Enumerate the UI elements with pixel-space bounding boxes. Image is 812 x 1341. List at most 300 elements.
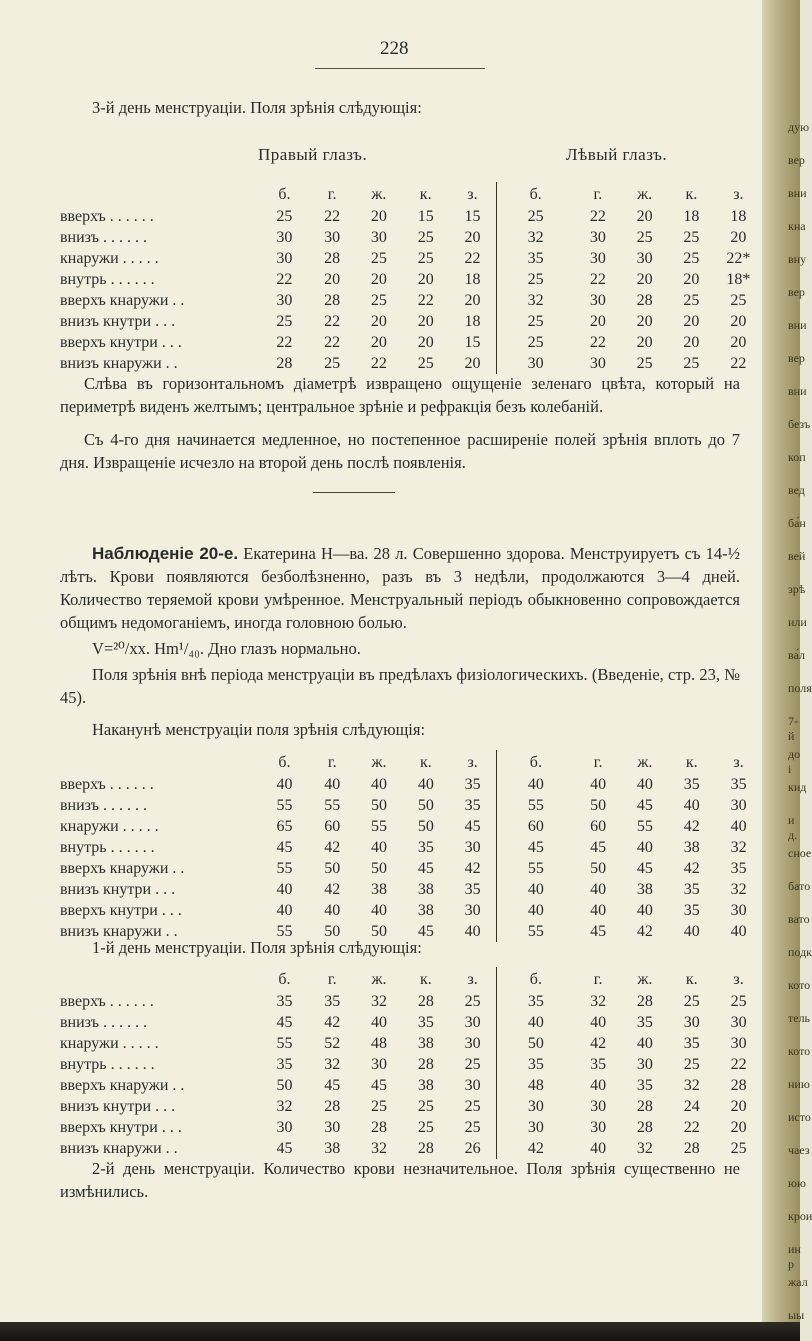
cell-right: 65 (276, 818, 293, 835)
cell-right: 40 (417, 776, 434, 793)
cell-right: 35 (464, 776, 481, 793)
margin-fragment: жал (788, 1275, 808, 1289)
margin-fragment: безъ (788, 417, 811, 431)
cell-left: 25 (683, 292, 700, 309)
margin-fragment: вер (788, 351, 805, 365)
header-blank (60, 967, 260, 991)
cell-right: 30 (464, 902, 481, 919)
col-header-right: ж. (371, 185, 387, 203)
margin-fragment: тель (788, 1011, 811, 1025)
cell-left: 35 (497, 991, 575, 1012)
cell-left: 45 (636, 860, 653, 877)
cell-left: 32 (683, 1077, 700, 1094)
cell-right: 40 (371, 839, 388, 856)
row-label: внизъ кнаружи . . (60, 1140, 178, 1157)
cell-right: 22 (464, 250, 481, 267)
col-header-left: ж. (637, 753, 653, 771)
margin-fragment: или (788, 615, 807, 629)
cell-left: 30 (497, 1117, 575, 1138)
cell-left: 40 (590, 1014, 607, 1031)
cell-left: 40 (590, 1077, 607, 1094)
table-row (60, 1054, 762, 1075)
cell-left: 20 (730, 313, 747, 330)
cell-right: 55 (276, 860, 293, 877)
cell-right: 42 (464, 860, 481, 877)
cell-right: 15 (417, 208, 434, 225)
cell-right: 25 (464, 993, 481, 1010)
row-label: внизъ кнутри . . . (60, 1098, 176, 1115)
cell-left: 40 (590, 1140, 607, 1157)
cell-right: 28 (276, 355, 293, 372)
cell-left: 40 (730, 818, 747, 835)
cell-left: 25 (683, 993, 700, 1010)
cell-right: 25 (417, 355, 434, 372)
cell-right: 20 (324, 271, 341, 288)
cell-left: 30 (636, 250, 653, 267)
table-row (60, 900, 762, 921)
cell-right: 40 (371, 1014, 388, 1031)
cell-left: 30 (589, 229, 606, 246)
cell-right: 50 (417, 818, 434, 835)
table-row (60, 332, 762, 353)
cell-right: 45 (276, 1014, 293, 1031)
cell-right: 22 (324, 208, 341, 225)
cell-right: 55 (324, 797, 341, 814)
table-row (60, 353, 762, 374)
cell-left: 25 (636, 229, 653, 246)
col-header-left: з. (733, 753, 744, 771)
table-row (60, 290, 762, 311)
visual-field-table-day3 (60, 182, 762, 374)
observation-20 (60, 542, 740, 634)
cell-left: 32 (636, 1140, 653, 1157)
margin-fragment: чаез (788, 1143, 810, 1157)
table-row (60, 311, 762, 332)
cell-left: 25 (496, 311, 574, 332)
cell-right: 50 (371, 860, 388, 877)
col-header-right: з. (467, 970, 478, 988)
table-header-row (60, 750, 762, 774)
col-header-right: б. (278, 753, 291, 771)
cell-left: 35 (636, 1014, 653, 1031)
cell-right: 42 (324, 881, 341, 898)
table-row (60, 1138, 762, 1159)
cell-left: 25 (496, 206, 574, 227)
cell-right: 20 (417, 313, 434, 330)
cell-right: 40 (324, 902, 341, 919)
table-row (60, 795, 762, 816)
observation-title: Наблюденіе 20-е. (92, 544, 239, 563)
cell-right: 30 (464, 1035, 481, 1052)
header-blank (60, 750, 260, 774)
adjacent-page-margin (762, 0, 812, 1341)
cell-right: 18 (464, 271, 481, 288)
cell-left: 60 (590, 818, 607, 835)
row-label: внизъ кнаружи . . (60, 923, 178, 940)
cell-left: 25 (683, 229, 700, 246)
cell-right: 32 (276, 1098, 293, 1115)
cell-left: 42 (590, 1035, 607, 1052)
cell-left: 25 (683, 250, 700, 267)
cell-right: 30 (324, 229, 341, 246)
scan-bottom-edge (0, 1322, 800, 1341)
cell-left: 25 (730, 1140, 747, 1157)
cell-right: 28 (371, 1119, 388, 1136)
cell-right: 42 (324, 1014, 341, 1031)
cell-left: 60 (497, 816, 575, 837)
cell-right: 25 (464, 1098, 481, 1115)
cell-left: 25 (730, 993, 747, 1010)
cell-right: 28 (417, 1140, 434, 1157)
margin-fragment: сное (788, 846, 812, 860)
cell-right: 20 (370, 271, 387, 288)
col-header-right: к. (419, 185, 432, 203)
margin-fragment: вни (788, 186, 807, 200)
col-header-left: б. (496, 182, 574, 206)
cell-right: 32 (324, 1056, 341, 1073)
cell-left: 42 (497, 1138, 575, 1159)
cell-left: 20 (589, 313, 606, 330)
cell-left: 42 (636, 923, 653, 940)
row-label: внизъ . . . . . . (60, 1014, 147, 1031)
cell-left: 40 (636, 1035, 653, 1052)
cell-right: 30 (370, 229, 387, 246)
table-row (60, 269, 762, 290)
cell-left: 40 (636, 776, 653, 793)
table-row (60, 1012, 762, 1033)
cell-left: 30 (589, 250, 606, 267)
margin-fragment: юю (788, 1176, 806, 1190)
cell-right: 25 (276, 208, 293, 225)
header-blank (60, 182, 260, 206)
col-header-right: б. (278, 185, 291, 203)
cell-right: 38 (417, 1035, 434, 1052)
cell-left: 18 (683, 208, 700, 225)
table-header-row (60, 182, 762, 206)
margin-fragment: вед (788, 483, 805, 497)
table-row (60, 248, 762, 269)
margin-fragment: нию (788, 1077, 810, 1091)
cell-right: 22 (370, 355, 387, 372)
col-header-left: г. (593, 753, 603, 771)
cell-right: 50 (417, 797, 434, 814)
col-header-left: к. (685, 970, 698, 988)
cell-left: 22* (726, 250, 751, 267)
cell-left: 18 (730, 208, 747, 225)
vision-line: V=²⁰/xx. Hm¹/₄₀. Дно глазъ нормально. (92, 639, 361, 658)
cell-left: 30 (730, 1014, 747, 1031)
cell-left: 30 (589, 292, 606, 309)
col-header-left: б. (497, 750, 575, 774)
cell-left: 40 (497, 774, 575, 795)
cell-right: 35 (464, 797, 481, 814)
cell-right: 20 (464, 355, 481, 372)
cell-right: 28 (417, 993, 434, 1010)
cell-right: 26 (464, 1140, 481, 1157)
cell-left: 30 (590, 1119, 607, 1136)
cell-right: 40 (371, 776, 388, 793)
margin-fragment: вер (788, 153, 805, 167)
cell-right: 28 (417, 1056, 434, 1073)
cell-left: 40 (590, 902, 607, 919)
cell-right: 38 (417, 1077, 434, 1094)
cell-left: 30 (496, 353, 574, 374)
cell-left: 20 (683, 334, 700, 351)
cell-right: 45 (276, 1140, 293, 1157)
cell-left: 20 (636, 208, 653, 225)
page-number-rule (315, 68, 485, 69)
cell-right: 45 (417, 923, 434, 940)
row-label: вверхъ кнутри . . . (60, 1119, 182, 1136)
cell-left: 24 (683, 1098, 700, 1115)
margin-fragment: вни (788, 318, 807, 332)
col-header-left: ж. (637, 185, 653, 203)
margin-fragment: исто (788, 1110, 811, 1124)
margin-fragment: до і (788, 747, 801, 776)
cell-right: 20 (417, 334, 434, 351)
cell-left: 38 (636, 881, 653, 898)
cell-right: 40 (324, 776, 341, 793)
row-label: вверхъ кнаружи . . (60, 1077, 185, 1094)
table-row (60, 1075, 762, 1096)
cell-left: 38 (683, 839, 700, 856)
cell-right: 28 (324, 1098, 341, 1115)
cell-left: 50 (590, 797, 607, 814)
cell-right: 32 (371, 993, 388, 1010)
table-row (60, 991, 762, 1012)
margin-fragment: вну (788, 252, 807, 266)
cell-left: 30 (683, 1014, 700, 1031)
cell-left: 30 (497, 1096, 575, 1117)
row-label: вверхъ кнаружи . . (60, 860, 185, 877)
cell-right: 20 (370, 208, 387, 225)
cell-left: 55 (497, 795, 575, 816)
row-label: кнаружи . . . . . (60, 1035, 159, 1052)
visual-field-table-eve (60, 750, 762, 942)
margin-fragment: ыы (788, 1308, 805, 1322)
paragraph-day2: 2-й день менструаціи. Количество крови незначительное. Поля зрѣнія существенно не измѣнились. (60, 1159, 740, 1201)
row-label: вверхъ . . . . . . (60, 208, 154, 225)
cell-left: 20 (730, 1098, 747, 1115)
col-header-left: ж. (637, 970, 653, 988)
row-label: внутрь . . . . . . (60, 839, 155, 856)
col-header-left: з. (733, 185, 744, 203)
table-header-row (60, 967, 762, 991)
margin-fragment: и д. (788, 813, 798, 842)
cell-left: 45 (497, 837, 575, 858)
col-header-left: к. (685, 185, 698, 203)
cell-left: 32 (590, 993, 607, 1010)
cell-right: 60 (324, 818, 341, 835)
cell-left: 35 (497, 1054, 575, 1075)
table-row (60, 206, 762, 227)
cell-left: 30 (730, 797, 747, 814)
margin-fragment: ва́л (788, 648, 805, 662)
cell-left: 40 (590, 776, 607, 793)
cell-right: 40 (464, 923, 481, 940)
right-eye-header: Правый глазъ. (258, 145, 368, 164)
row-label: внизъ . . . . . . (60, 797, 147, 814)
cell-left: 35 (683, 881, 700, 898)
cell-right: 32 (371, 1140, 388, 1157)
cell-left: 20 (730, 1119, 747, 1136)
cell-right: 25 (464, 1119, 481, 1136)
cell-left: 35 (496, 248, 574, 269)
margin-fragment: кид (788, 780, 807, 794)
col-header-right: к. (419, 970, 432, 988)
col-header-right: з. (467, 753, 478, 771)
col-header-right: ж. (371, 753, 387, 771)
margin-fragment: подк (788, 945, 812, 959)
cell-left: 22 (589, 271, 606, 288)
cell-right: 25 (324, 355, 341, 372)
col-header-left: з. (733, 970, 744, 988)
margin-fragment: коп (788, 450, 806, 464)
cell-left: 22 (589, 208, 606, 225)
observation-text: Екатерина Н—ва. 28 л. Совершенно здорова. Менструируетъ съ 14-½ лѣтъ. Крови появляются безболѣзненно, разъ въ 3 недѣли, продолжаются 3—4 дней. Количество теряемой крови умѣренное. Менструальный періодъ обыкновенно сопровождается общимъ недомоганіемъ, иногда головною болью. (60, 544, 741, 632)
cell-right: 38 (371, 881, 388, 898)
row-label: вверхъ . . . . . . (60, 993, 154, 1010)
table-row (60, 879, 762, 900)
cell-right: 28 (324, 292, 341, 309)
cell-left: 55 (497, 858, 575, 879)
cell-right: 25 (417, 1098, 434, 1115)
cell-left: 22 (589, 334, 606, 351)
table-row (60, 774, 762, 795)
margin-fragment: бато (788, 879, 811, 893)
margin-fragment: ин р (788, 1242, 801, 1271)
cell-right: 20 (417, 271, 434, 288)
cell-left: 40 (636, 902, 653, 919)
row-label: вверхъ . . . . . . (60, 776, 154, 793)
cell-right: 50 (371, 797, 388, 814)
cell-left: 40 (497, 900, 575, 921)
margin-fragment: дую (788, 120, 810, 134)
cell-right: 22 (276, 271, 293, 288)
cell-left: 25 (496, 269, 574, 290)
cell-right: 45 (324, 1077, 341, 1094)
cell-right: 55 (276, 797, 293, 814)
cell-left: 35 (590, 1056, 607, 1073)
row-label: внизъ . . . . . . (60, 229, 147, 246)
cell-right: 52 (324, 1035, 341, 1052)
row-label: вверхъ кнутри . . . (60, 902, 182, 919)
col-header-right: к. (419, 753, 432, 771)
cell-right: 45 (417, 860, 434, 877)
cell-right: 45 (276, 839, 293, 856)
cell-right: 20 (370, 334, 387, 351)
table-row (60, 1096, 762, 1117)
cell-left: 20 (683, 313, 700, 330)
cell-left: 25 (683, 355, 700, 372)
cell-left: 42 (683, 818, 700, 835)
cell-left: 50 (590, 860, 607, 877)
cell-left: 35 (683, 776, 700, 793)
cell-left: 40 (636, 839, 653, 856)
cell-left: 40 (497, 1012, 575, 1033)
col-header-right: г. (327, 753, 337, 771)
section-separator (313, 492, 395, 493)
cell-left: 32 (496, 227, 574, 248)
cell-right: 25 (417, 1119, 434, 1136)
cell-left: 25 (496, 332, 574, 353)
cell-right: 40 (276, 902, 293, 919)
cell-left: 25 (730, 292, 747, 309)
cell-right: 55 (276, 1035, 293, 1052)
cell-right: 30 (464, 1077, 481, 1094)
cell-right: 22 (324, 313, 341, 330)
cell-right: 22 (417, 292, 434, 309)
cell-right: 18 (464, 313, 481, 330)
cell-right: 20 (464, 292, 481, 309)
cell-left: 22 (730, 1056, 747, 1073)
cell-right: 25 (370, 250, 387, 267)
margin-fragment: кото (788, 1044, 811, 1058)
cell-left: 22 (683, 1119, 700, 1136)
col-header-right: ж. (371, 970, 387, 988)
margin-fragment: крои (788, 1209, 812, 1223)
cell-left: 55 (636, 818, 653, 835)
cell-right: 45 (371, 1077, 388, 1094)
cell-left: 20 (636, 334, 653, 351)
table-row (60, 837, 762, 858)
cell-right: 25 (417, 250, 434, 267)
row-label: вверхъ кнаружи . . (60, 292, 185, 309)
row-label: внутрь . . . . . . (60, 271, 155, 288)
cell-right: 22 (324, 334, 341, 351)
cell-right: 35 (324, 993, 341, 1010)
cell-left: 22 (730, 355, 747, 372)
col-header-right: г. (327, 185, 337, 203)
cell-left: 30 (589, 355, 606, 372)
cell-left: 40 (730, 923, 747, 940)
paragraph-field-expansion: Съ 4-го дня начинается медленное, но постепенное расширеніе полей зрѣнія вплоть до 7 дня. Извращеніе исчезло на второй день послѣ появленія. (60, 430, 740, 472)
col-header-right: г. (327, 970, 337, 988)
cell-left: 35 (683, 902, 700, 919)
row-label: внизъ кнутри . . . (60, 881, 176, 898)
left-eye-header: Лѣвый глазъ. (566, 145, 668, 164)
cell-right: 30 (276, 250, 293, 267)
cell-left: 42 (683, 860, 700, 877)
cell-left: 30 (636, 1056, 653, 1073)
cell-right: 30 (371, 1056, 388, 1073)
cell-left: 40 (683, 923, 700, 940)
cell-left: 40 (497, 879, 575, 900)
cell-left: 40 (683, 797, 700, 814)
cell-right: 38 (417, 881, 434, 898)
cell-right: 35 (276, 993, 293, 1010)
cell-right: 25 (417, 229, 434, 246)
cell-right: 30 (464, 1014, 481, 1031)
row-label: вверхъ кнутри . . . (60, 334, 182, 351)
cell-left: 35 (730, 860, 747, 877)
cell-left: 28 (683, 1140, 700, 1157)
cell-left: 20 (683, 271, 700, 288)
paragraph-fields-outside-period: Поля зрѣнія внѣ періода менструаціи въ предѣлахъ физіологическихъ. (Введеніе, стр. 23, № 45). (60, 665, 740, 707)
cell-left: 30 (590, 1098, 607, 1115)
table-row (60, 1033, 762, 1054)
cell-right: 35 (276, 1056, 293, 1073)
cell-left: 45 (590, 839, 607, 856)
margin-fragment: вей (788, 549, 806, 563)
cell-right: 35 (417, 839, 434, 856)
cell-right: 35 (417, 1014, 434, 1031)
cell-left: 28 (636, 1119, 653, 1136)
cell-left: 28 (636, 993, 653, 1010)
table-row (60, 816, 762, 837)
cell-right: 40 (276, 881, 293, 898)
table-row (60, 1117, 762, 1138)
